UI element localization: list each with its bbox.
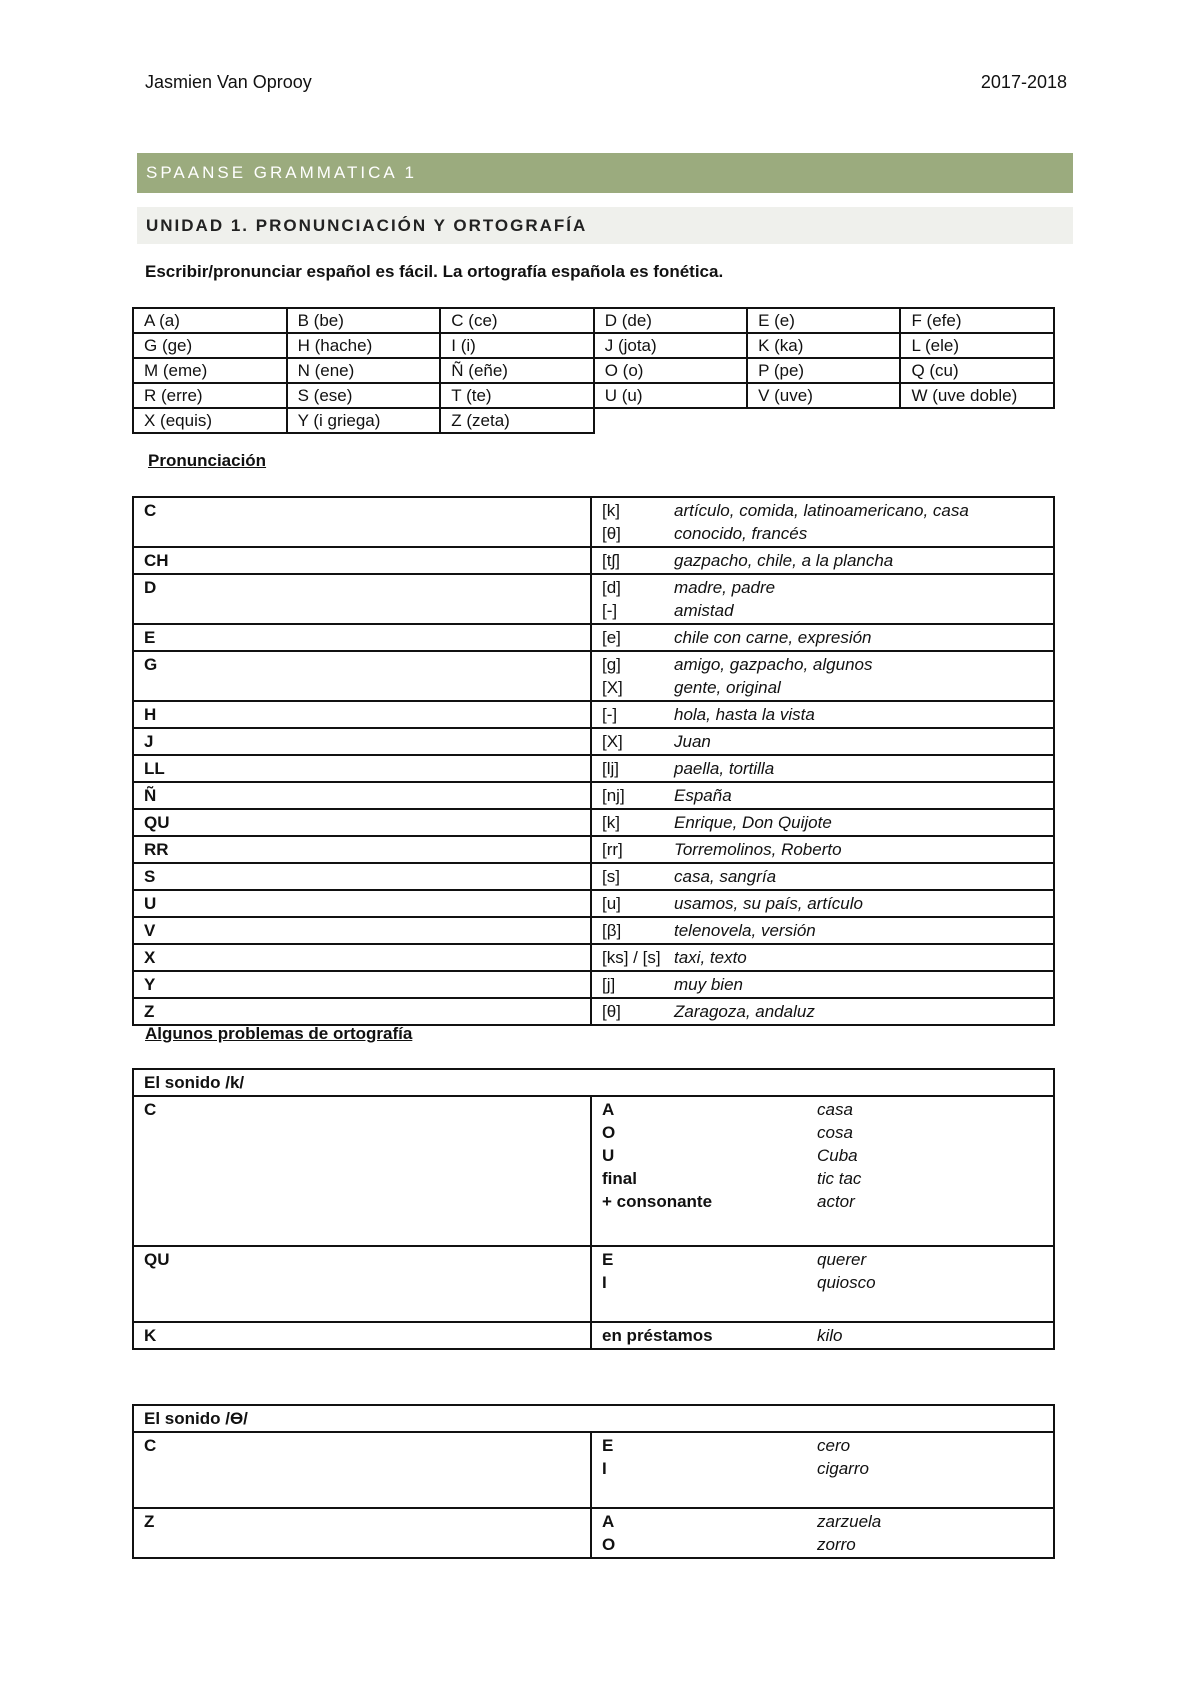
alphabet-cell: V (uve) <box>747 383 900 408</box>
alphabet-cell: Q (cu) <box>900 358 1054 383</box>
sound-contexts <box>591 1096 1054 1246</box>
context-line <box>602 1510 1043 1533</box>
unit-heading: UNIDAD 1. PRONUNCIACIÓN Y ORTOGRAFÍA <box>146 215 588 235</box>
alphabet-cell: R (erre) <box>133 383 287 408</box>
ipa-symbol: [β] <box>602 921 622 940</box>
ipa-symbol: [s] <box>602 867 620 886</box>
example-words: Enrique, Don Quijote <box>674 813 832 832</box>
pronunciation-letter: E <box>133 624 591 651</box>
context-label: A <box>602 1100 615 1119</box>
pronunciation-sounds <box>591 782 1054 809</box>
sound-line <box>602 626 1043 649</box>
alphabet-cell: D (de) <box>594 308 747 333</box>
example-words: chile con carne, expresión <box>674 628 872 647</box>
pronunciation-sounds <box>591 574 1054 624</box>
pronunciation-row <box>133 547 1054 574</box>
pronunciation-letter: D <box>133 574 591 624</box>
sound-line <box>602 757 1043 780</box>
sound-line <box>602 730 1043 753</box>
sound-line <box>602 549 1043 572</box>
alphabet-cell: O (o) <box>594 358 747 383</box>
ipa-symbol: [θ] <box>602 1002 621 1021</box>
example-words: gazpacho, chile, a la plancha <box>674 551 894 570</box>
alphabet-cell: N (ene) <box>287 358 441 383</box>
sound-row <box>133 1246 1054 1322</box>
pronunciation-row <box>133 836 1054 863</box>
example-words: usamos, su país, artículo <box>674 894 863 913</box>
example-words: amigo, gazpacho, algunos <box>674 655 873 674</box>
ipa-symbol: [X] <box>602 678 623 697</box>
sound-line <box>602 973 1043 996</box>
pronunciation-sounds <box>591 971 1054 998</box>
sound-letter: K <box>133 1322 591 1349</box>
sound-line <box>602 946 1043 969</box>
pronunciation-letter: S <box>133 863 591 890</box>
sound-line <box>602 599 1043 622</box>
context-line <box>602 1098 1043 1121</box>
pronunciation-row <box>133 944 1054 971</box>
alphabet-cell: A (a) <box>133 308 287 333</box>
example-word: kilo <box>817 1326 843 1345</box>
sound-contexts <box>591 1508 1054 1558</box>
alphabet-empty-cell <box>594 408 747 433</box>
context-label: A <box>602 1512 615 1531</box>
spelling-heading: Algunos problemas de ortografía <box>145 1024 413 1043</box>
pronunciation-sounds <box>591 809 1054 836</box>
example-words: artículo, comida, latinoamericano, casa <box>674 501 969 520</box>
sound-row <box>133 1508 1054 1558</box>
example-word: cosa <box>817 1123 853 1142</box>
example-word: zorro <box>817 1535 856 1554</box>
ipa-symbol: [u] <box>602 894 621 913</box>
pronunciation-letter: QU <box>133 809 591 836</box>
example-words: Torremolinos, Roberto <box>674 840 842 859</box>
sound-line <box>602 865 1043 888</box>
context-label: E <box>602 1250 614 1269</box>
sound-title-row <box>133 1069 1054 1096</box>
pronunciation-table <box>132 496 1055 1026</box>
example-word: quiosco <box>817 1273 876 1292</box>
example-words: hola, hasta la vista <box>674 705 815 724</box>
example-word: actor <box>817 1192 855 1211</box>
example-word: cero <box>817 1436 851 1455</box>
example-words: muy bien <box>674 975 743 994</box>
alphabet-cell: B (be) <box>287 308 441 333</box>
sound-letter: C <box>133 1432 591 1508</box>
sound-line <box>602 811 1043 834</box>
alphabet-cell: F (efe) <box>900 308 1054 333</box>
alphabet-cell: U (u) <box>594 383 747 408</box>
sound-line <box>602 653 1043 676</box>
pronunciation-sounds <box>591 917 1054 944</box>
alphabet-cell: J (jota) <box>594 333 747 358</box>
document-title-banner <box>137 153 1073 193</box>
pronunciation-sounds <box>591 890 1054 917</box>
context-label: I <box>602 1459 607 1478</box>
alphabet-cell: Z (zeta) <box>440 408 593 433</box>
example-words: amistad <box>674 601 734 620</box>
pronunciation-row <box>133 624 1054 651</box>
pronunciation-letter: G <box>133 651 591 701</box>
unit-heading-banner <box>137 207 1073 244</box>
ipa-symbol: [k] <box>602 501 620 520</box>
pronunciation-row <box>133 809 1054 836</box>
context-line <box>602 1324 1043 1347</box>
alphabet-row <box>133 308 1054 333</box>
ipa-symbol: [X] <box>602 732 623 751</box>
pronunciation-row <box>133 863 1054 890</box>
pronunciation-letter: Ñ <box>133 782 591 809</box>
pronunciation-letter: Y <box>133 971 591 998</box>
pronunciation-sounds <box>591 755 1054 782</box>
alphabet-empty-cell <box>900 408 1054 433</box>
pronunciation-row <box>133 971 1054 998</box>
sound-line <box>602 576 1043 599</box>
ipa-symbol: [k] <box>602 813 620 832</box>
pronunciation-sounds <box>591 836 1054 863</box>
context-line <box>602 1144 1043 1167</box>
ipa-symbol: [rr] <box>602 840 623 859</box>
sound-theta-table <box>132 1404 1055 1559</box>
pronunciation-sounds <box>591 863 1054 890</box>
context-line <box>602 1248 1043 1271</box>
alphabet-cell: P (pe) <box>747 358 900 383</box>
pronunciation-sounds <box>591 547 1054 574</box>
ipa-symbol: [e] <box>602 628 621 647</box>
example-word: querer <box>817 1250 867 1269</box>
alphabet-cell: I (i) <box>440 333 593 358</box>
pronunciation-sounds <box>591 497 1054 547</box>
sound-title: El sonido /Ɵ/ <box>133 1405 1054 1432</box>
document-title: SPAANSE GRAMMATICA 1 <box>146 163 417 182</box>
example-words: Juan <box>674 732 711 751</box>
intro-text: Escribir/pronunciar español es fácil. La ortografía española es fonética. <box>145 262 724 281</box>
sound-row <box>133 1322 1054 1349</box>
alphabet-row <box>133 408 1054 433</box>
academic-year: 2017-2018 <box>980 72 1067 92</box>
pronunciation-sounds <box>591 651 1054 701</box>
context-label: I <box>602 1273 607 1292</box>
pronunciation-row <box>133 701 1054 728</box>
sound-contexts <box>591 1246 1054 1322</box>
pronunciation-row <box>133 998 1054 1025</box>
ipa-symbol: [lj] <box>602 759 619 778</box>
alphabet-empty-cell <box>747 408 900 433</box>
context-line <box>602 1190 1043 1213</box>
alphabet-cell: Ñ (eñe) <box>440 358 593 383</box>
example-words: casa, sangría <box>674 867 777 886</box>
example-words: madre, padre <box>674 578 776 597</box>
alphabet-cell: E (e) <box>747 308 900 333</box>
context-label: final <box>602 1169 637 1188</box>
ipa-symbol: [d] <box>602 578 621 597</box>
alphabet-cell: X (equis) <box>133 408 287 433</box>
context-label: U <box>602 1146 615 1165</box>
example-words: telenovela, versión <box>674 921 816 940</box>
sound-line <box>602 499 1043 522</box>
pronunciation-letter: U <box>133 890 591 917</box>
example-words: Zaragoza, andaluz <box>674 1002 815 1021</box>
example-words: taxi, texto <box>674 948 747 967</box>
alphabet-cell: G (ge) <box>133 333 287 358</box>
sound-title-row <box>133 1405 1054 1432</box>
pronunciation-sounds <box>591 944 1054 971</box>
pronunciation-row <box>133 755 1054 782</box>
context-line <box>602 1434 1043 1457</box>
context-line <box>602 1121 1043 1144</box>
pronunciation-letter: J <box>133 728 591 755</box>
alphabet-cell: W (uve doble) <box>900 383 1054 408</box>
sound-line <box>602 703 1043 726</box>
alphabet-cell: K (ka) <box>747 333 900 358</box>
alphabet-cell: M (eme) <box>133 358 287 383</box>
alphabet-cell: Y (i griega) <box>287 408 441 433</box>
sound-letter: QU <box>133 1246 591 1322</box>
context-line <box>602 1271 1043 1294</box>
example-word: cigarro <box>817 1459 869 1478</box>
alphabet-cell: L (ele) <box>900 333 1054 358</box>
ipa-symbol: [tʃ] <box>602 551 620 570</box>
ipa-symbol: [j] <box>602 975 616 994</box>
pronunciation-letter: CH <box>133 547 591 574</box>
alphabet-cell: T (te) <box>440 383 593 408</box>
sound-row <box>133 1096 1054 1246</box>
example-word: tic tac <box>817 1169 862 1188</box>
sound-k-table <box>132 1068 1055 1350</box>
page-header <box>145 72 1067 93</box>
sound-line <box>602 892 1043 915</box>
context-label: + consonante <box>602 1192 713 1211</box>
ipa-symbol: [g] <box>602 655 621 674</box>
pronunciation-letter: V <box>133 917 591 944</box>
pronunciation-sounds <box>591 998 1054 1025</box>
pronunciation-row <box>133 651 1054 701</box>
sound-row <box>133 1432 1054 1508</box>
pronunciation-heading: Pronunciación <box>148 451 267 470</box>
alphabet-cell: H (hache) <box>287 333 441 358</box>
context-label: en préstamos <box>602 1326 713 1345</box>
pronunciation-letter: LL <box>133 755 591 782</box>
pronunciation-row <box>133 728 1054 755</box>
context-line <box>602 1457 1043 1480</box>
pronunciation-sounds <box>591 701 1054 728</box>
example-words: España <box>674 786 732 805</box>
pronunciation-row <box>133 782 1054 809</box>
pronunciation-row <box>133 917 1054 944</box>
alphabet-row <box>133 383 1054 408</box>
pronunciation-letter: X <box>133 944 591 971</box>
context-line <box>602 1167 1043 1190</box>
sound-line <box>602 784 1043 807</box>
sound-letter: C <box>133 1096 591 1246</box>
context-label: O <box>602 1123 616 1142</box>
pronunciation-sounds <box>591 728 1054 755</box>
context-label: E <box>602 1436 614 1455</box>
sound-line <box>602 1000 1043 1023</box>
pronunciation-letter: RR <box>133 836 591 863</box>
pronunciation-letter: Z <box>133 998 591 1025</box>
example-words: gente, original <box>674 678 781 697</box>
sound-contexts <box>591 1432 1054 1508</box>
alphabet-cell: S (ese) <box>287 383 441 408</box>
context-label: O <box>602 1535 616 1554</box>
pronunciation-row <box>133 890 1054 917</box>
pronunciation-row <box>133 574 1054 624</box>
example-word: zarzuela <box>817 1512 882 1531</box>
sound-contexts <box>591 1322 1054 1349</box>
sound-line <box>602 919 1043 942</box>
alphabet-row <box>133 358 1054 383</box>
ipa-symbol: [θ] <box>602 524 621 543</box>
pronunciation-letter: C <box>133 497 591 547</box>
ipa-symbol: [-] <box>602 601 618 620</box>
sound-line <box>602 838 1043 861</box>
sound-line <box>602 676 1043 699</box>
example-word: casa <box>817 1100 853 1119</box>
ipa-symbol: [-] <box>602 705 618 724</box>
alphabet-cell: C (ce) <box>440 308 593 333</box>
pronunciation-sounds <box>591 624 1054 651</box>
ipa-symbol: [nj] <box>602 786 625 805</box>
example-words: conocido, francés <box>674 524 808 543</box>
sound-letter: Z <box>133 1508 591 1558</box>
example-word: Cuba <box>817 1146 858 1165</box>
context-line <box>602 1533 1043 1556</box>
alphabet-table <box>132 307 1055 434</box>
alphabet-row <box>133 333 1054 358</box>
pronunciation-letter: H <box>133 701 591 728</box>
ipa-symbol: [ks] / [s] <box>602 948 661 967</box>
author-name: Jasmien Van Oprooy <box>145 72 312 92</box>
sound-line <box>602 522 1043 545</box>
pronunciation-row <box>133 497 1054 547</box>
example-words: paella, tortilla <box>674 759 775 778</box>
sound-title: El sonido /k/ <box>133 1069 1054 1096</box>
